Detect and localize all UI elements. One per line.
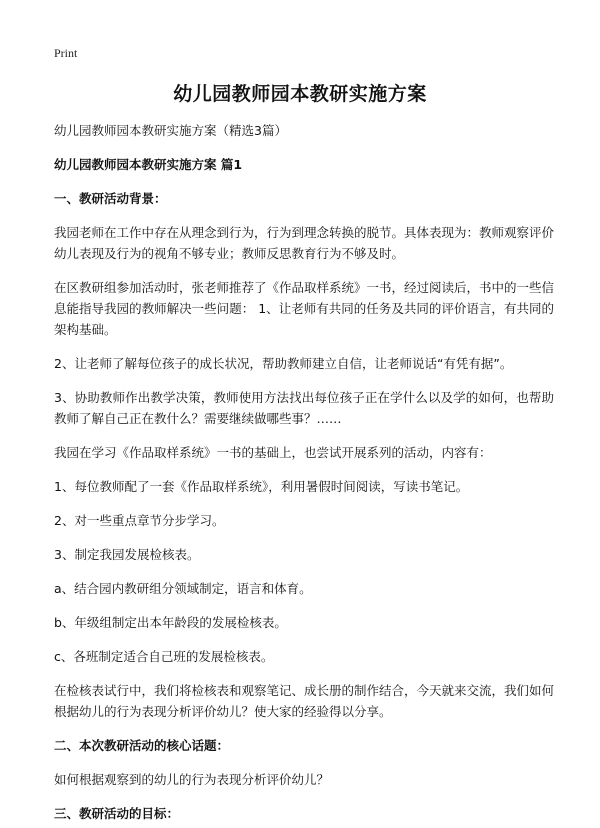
paragraph-activities-intro: 我园在学习《作品取样系统》一书的基础上，也尝试开展系列的活动，内容有： bbox=[54, 445, 492, 460]
list-item: b、年级组制定出本年龄段的发展检核表。 bbox=[54, 615, 287, 630]
document-body bbox=[54, 120, 554, 824]
list-item: 3、制定我园发展检核表。 bbox=[54, 547, 200, 562]
list-item: 1、每位教师配了一套《作品取样系统》，利用暑假时间阅读，写读书笔记。 bbox=[54, 479, 469, 494]
part-heading: 幼儿园教师园本教研实施方案 篇1 bbox=[54, 157, 243, 172]
paragraph-recommendation: 在区教研组参加活动时，张老师推荐了《作品取样系统》一书，经过阅读后，书中的一些信息能指导我园的教师解决一些问题： 1、让老师有共同的任务及共同的评价语言，有共同的架构基础。 bbox=[54, 280, 555, 337]
paragraph-point-3: 3、协助教师作出教学决策，教师使用方法找出每位孩子正在学什么以及学的如何，也帮助教师了解自己正在教什么？需要继续做哪些事？…… bbox=[54, 390, 554, 426]
section-heading-core-topic: 二、本次教研活动的核心话题： bbox=[54, 738, 230, 753]
document-subtitle: 幼儿园教师园本教研实施方案（精选3篇） bbox=[54, 123, 287, 138]
list-item: 2、对一些重点章节分步学习。 bbox=[54, 513, 225, 528]
section-heading-background: 一、教研活动背景： bbox=[54, 191, 167, 206]
list-item: c、各班制定适合自己班的发展检核表。 bbox=[54, 649, 274, 664]
list-item: a、结合园内教研组分领域制定，语言和体育。 bbox=[54, 581, 312, 596]
paragraph-trial: 在检核表试行中，我们将检核表和观察笔记、成长册的制作结合，今天就来交流，我们如何根据幼儿的行为表现分析评价幼儿？使大家的经验得以分享。 bbox=[54, 683, 555, 719]
paragraph-background: 我园老师在工作中存在从理念到行为，行为到理念转换的脱节。具体表现为：教师观察评价幼儿表现及行为的视角不够专业；教师反思教育行为不够及时。 bbox=[54, 225, 555, 261]
section-heading-goals: 三、教研活动的目标： bbox=[54, 806, 180, 821]
paragraph-core-topic: 如何根据观察到的幼儿的行为表现分析评价幼儿？ bbox=[54, 772, 330, 787]
print-label: Print bbox=[54, 46, 78, 60]
paragraph-point-2: 2、让老师了解每位孩子的成长状况，帮助教师建立自信，让老师说话“有凭有据”。 bbox=[54, 356, 513, 371]
document-title: 幼儿园教师园本教研实施方案 bbox=[173, 83, 427, 105]
